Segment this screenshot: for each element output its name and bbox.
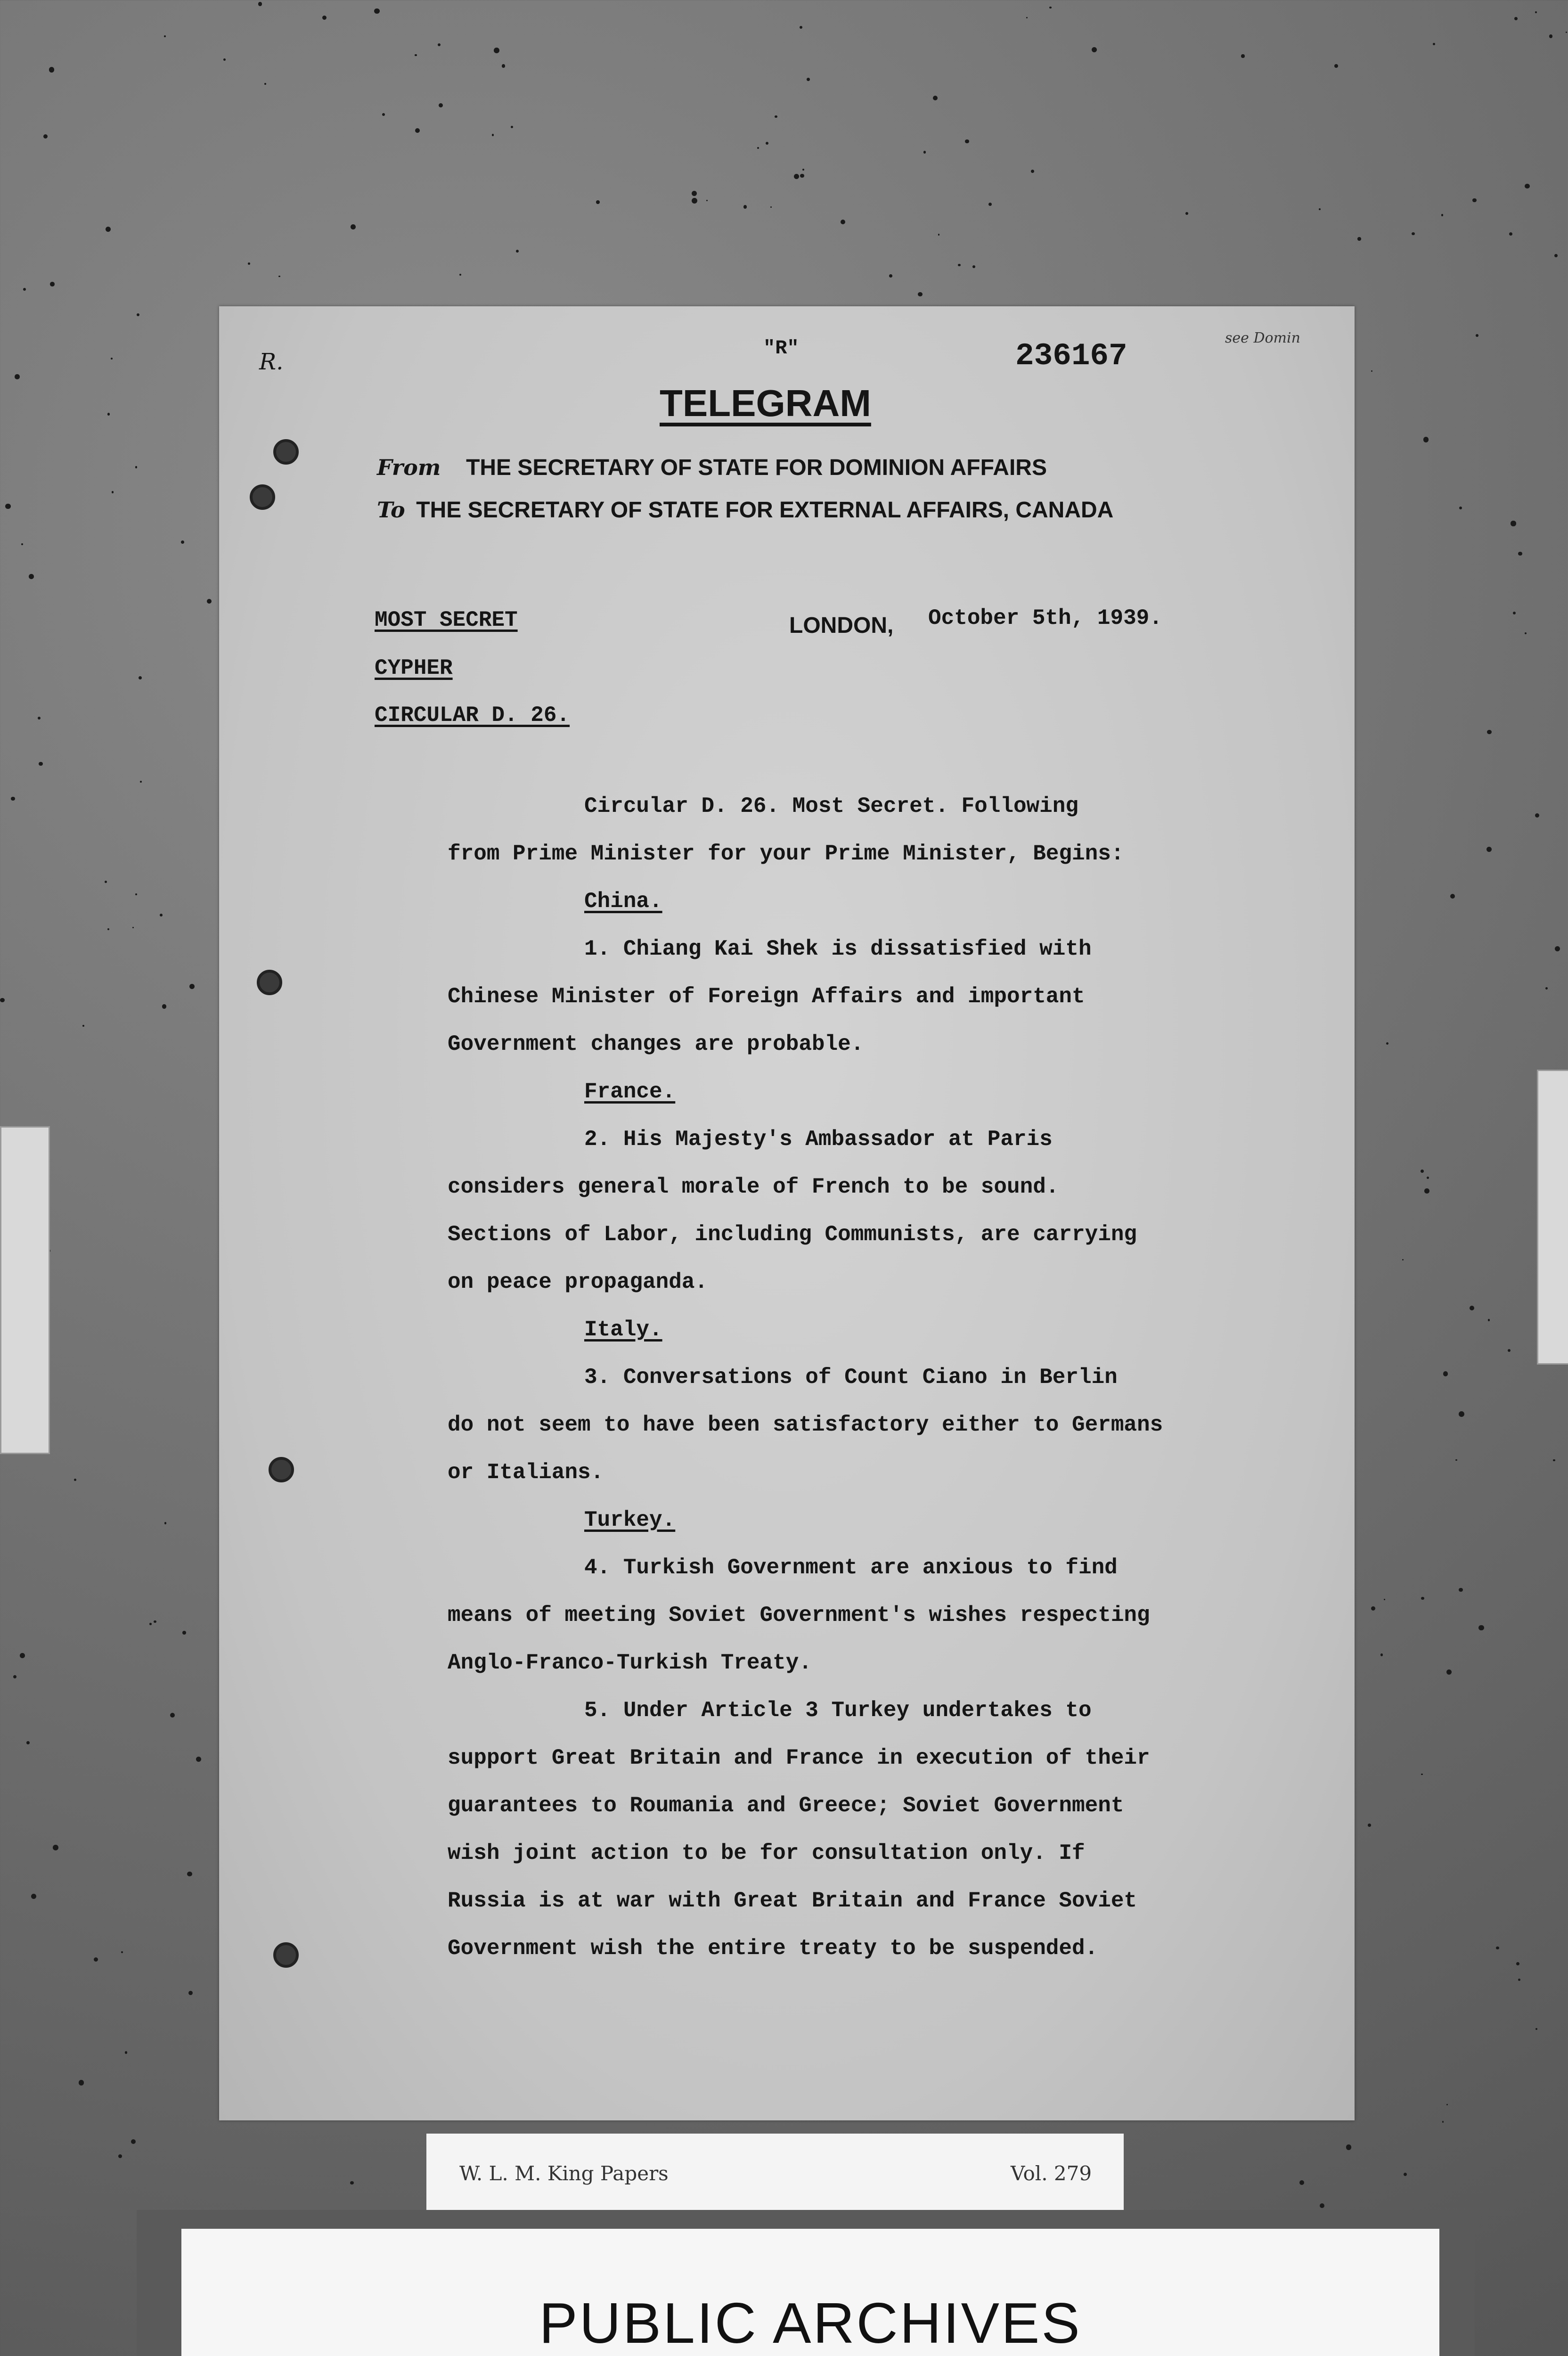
dust-speck	[1441, 214, 1444, 216]
dust-speck	[494, 48, 499, 53]
dust-speck	[1380, 1653, 1383, 1656]
dust-speck	[1026, 17, 1028, 18]
dust-speck	[439, 103, 443, 108]
dust-speck	[800, 26, 802, 29]
dust-speck	[125, 2051, 127, 2053]
dust-speck	[1455, 1459, 1457, 1461]
dust-speck	[438, 43, 441, 46]
from-label: From	[377, 455, 441, 480]
dust-speck	[121, 1951, 123, 1953]
intro-line: Circular D. 26. Most Secret. Following	[584, 794, 1078, 818]
dust-speck	[1509, 232, 1512, 236]
dust-speck	[1092, 47, 1097, 52]
collection-name: W. L. M. King Papers	[459, 2162, 669, 2185]
dust-speck	[516, 250, 519, 253]
dust-speck	[94, 1957, 98, 1962]
dust-speck	[1478, 1625, 1484, 1630]
dust-speck	[1511, 521, 1516, 526]
volume-number: Vol. 279	[1011, 2162, 1092, 2185]
dust-speck	[188, 1991, 193, 1995]
to-text: THE SECRETARY OF STATE FOR EXTERNAL AFFAIRS, CANADA	[416, 498, 1114, 523]
dust-speck	[1566, 32, 1567, 33]
dust-speck	[988, 203, 992, 206]
dust-speck	[923, 151, 926, 153]
body-line: considers general morale of French to be sound.	[448, 1175, 1059, 1199]
dust-speck	[31, 1894, 36, 1899]
dust-speck	[1459, 1588, 1463, 1592]
dust-speck	[43, 134, 48, 139]
dust-speck	[1525, 632, 1527, 634]
dust-speck	[53, 1845, 58, 1850]
body-line: on peace propaganda.	[448, 1270, 708, 1294]
dust-speck	[149, 1623, 151, 1625]
dust-speck	[74, 1479, 76, 1481]
circular-reference: CIRCULAR D. 26.	[375, 703, 570, 728]
dust-speck	[351, 224, 356, 229]
dust-speck	[79, 2080, 84, 2086]
punch-hole	[273, 1942, 299, 1968]
date: October 5th, 1939.	[928, 606, 1162, 630]
dust-speck	[459, 274, 461, 276]
dust-speck	[502, 64, 505, 67]
dust-speck	[794, 174, 799, 179]
body-line: do not seem to have been satisfactory either to Germans	[448, 1413, 1163, 1437]
dust-speck	[187, 1872, 192, 1876]
dust-speck	[107, 413, 110, 416]
punch-hole	[269, 1457, 294, 1482]
dust-speck	[933, 96, 938, 100]
dust-speck	[1549, 34, 1552, 38]
document-number: 236167	[1015, 338, 1127, 374]
dust-speck	[1486, 847, 1492, 852]
dust-speck	[181, 540, 184, 544]
dust-speck	[38, 717, 41, 720]
dust-speck	[1346, 2144, 1351, 2150]
dust-speck	[322, 16, 327, 20]
dust-speck	[918, 292, 922, 296]
dust-speck	[1487, 730, 1491, 734]
dust-speck	[511, 126, 513, 128]
dust-speck	[207, 599, 212, 604]
dust-speck	[278, 276, 280, 277]
dust-speck	[223, 58, 226, 61]
dust-speck	[1357, 237, 1361, 240]
dust-speck	[39, 762, 42, 766]
dust-speck	[1404, 2173, 1407, 2176]
dust-speck	[965, 139, 969, 144]
dust-speck	[1535, 2028, 1537, 2030]
archive-card	[181, 2229, 1439, 2356]
dust-speck	[196, 1757, 201, 1762]
margin-mark: R.	[259, 349, 284, 375]
dust-speck	[757, 147, 759, 149]
dust-speck	[1334, 64, 1338, 68]
dust-speck	[140, 781, 142, 783]
dust-speck	[1421, 1170, 1424, 1173]
dust-speck	[162, 1004, 167, 1009]
dust-speck	[692, 198, 697, 204]
dust-speck	[248, 262, 250, 265]
dust-speck	[1459, 1411, 1464, 1417]
body-line: 1. Chiang Kai Shek is dissatisfied with	[584, 937, 1092, 961]
dust-speck	[21, 543, 23, 545]
dust-speck	[1496, 1947, 1499, 1950]
body-line: 3. Conversations of Count Ciano in Berlin	[584, 1365, 1118, 1390]
dust-speck	[49, 67, 54, 72]
body-line: Anglo-Franco-Turkish Treaty.	[448, 1651, 812, 1675]
dust-speck	[1472, 198, 1477, 203]
dust-speck	[1555, 946, 1560, 952]
dust-speck	[1424, 1188, 1429, 1194]
dust-speck	[1518, 552, 1522, 556]
dust-speck	[596, 200, 600, 204]
body-line: guarantees to Roumania and Greece; Soviet Government	[448, 1793, 1124, 1818]
dust-speck	[13, 1675, 16, 1678]
classification-mark: "R"	[763, 337, 799, 360]
dust-speck	[20, 1653, 25, 1658]
dust-speck	[107, 928, 109, 930]
dust-speck	[1423, 437, 1429, 442]
telegram-sheet	[219, 306, 1355, 2120]
dust-speck	[800, 174, 804, 178]
dust-speck	[1508, 1349, 1511, 1352]
dust-speck	[82, 1025, 84, 1027]
dust-speck	[1299, 2180, 1304, 2185]
dust-speck	[692, 191, 697, 196]
dust-speck	[23, 288, 26, 291]
dust-speck	[1421, 1774, 1423, 1775]
dust-speck	[11, 797, 15, 801]
dust-speck	[26, 1741, 30, 1744]
to-line	[377, 497, 1113, 523]
body-line: 2. His Majesty's Ambassador at Paris	[584, 1127, 1053, 1152]
dust-speck	[1241, 54, 1244, 57]
dust-speck	[1535, 813, 1539, 818]
dust-speck	[164, 1522, 167, 1524]
corner-note: see Domin	[1225, 330, 1300, 346]
dust-speck	[1513, 612, 1516, 614]
punch-hole	[257, 970, 282, 995]
dust-speck	[706, 200, 708, 201]
body-line: Russia is at war with Great Britain and France Soviet	[448, 1889, 1137, 1913]
dust-speck	[1459, 507, 1462, 509]
to-label: To	[377, 497, 405, 523]
from-text: THE SECRETARY OF STATE FOR DOMINION AFFAIRS	[466, 455, 1047, 480]
dust-speck	[807, 78, 810, 81]
dust-speck	[770, 206, 772, 208]
dust-speck	[1049, 7, 1052, 9]
dust-speck	[1470, 1306, 1474, 1310]
body-line: Government wish the entire treaty to be suspended.	[448, 1936, 1098, 1961]
dust-speck	[160, 914, 163, 916]
dust-speck	[958, 264, 960, 266]
dust-speck	[938, 234, 940, 236]
punch-hole	[250, 484, 275, 510]
dust-speck	[29, 574, 34, 579]
dust-speck	[135, 893, 137, 895]
telegram-title: TELEGRAM	[660, 382, 871, 424]
section-heading: Turkey.	[584, 1508, 676, 1532]
dust-speck	[1525, 184, 1529, 188]
dust-speck	[889, 274, 892, 278]
dust-speck	[972, 265, 975, 268]
dust-speck	[766, 142, 768, 145]
body-line: Government changes are probable.	[448, 1032, 864, 1056]
dust-speck	[164, 35, 166, 38]
dust-speck	[105, 881, 107, 884]
dust-speck	[1031, 170, 1034, 173]
dust-speck	[802, 169, 804, 171]
dust-speck	[1553, 1459, 1555, 1461]
body-line: support Great Britain and France in execution of their	[448, 1746, 1150, 1770]
dust-speck	[1371, 1606, 1375, 1611]
dust-speck	[111, 358, 113, 360]
from-line	[377, 455, 1047, 481]
dust-speck	[264, 83, 266, 85]
dust-speck	[492, 134, 494, 136]
dust-speck	[1402, 1259, 1404, 1261]
dust-speck	[1535, 11, 1537, 13]
dust-speck	[139, 676, 142, 679]
dust-speck	[182, 1631, 186, 1634]
section-heading: Italy.	[584, 1317, 662, 1342]
right-edge-tab	[1537, 1070, 1568, 1365]
dust-speck	[1516, 1962, 1519, 1965]
dust-speck	[132, 927, 134, 928]
dust-speck	[415, 54, 416, 56]
dust-speck	[350, 2181, 353, 2184]
body-line: Chinese Minister of Foreign Affairs and important	[448, 984, 1085, 1009]
body-line: 4. Turkish Government are anxious to find	[584, 1555, 1118, 1580]
dust-speck	[1384, 1599, 1385, 1600]
archive-title-english: PUBLIC ARCHIVES	[539, 2291, 1082, 2355]
body-line: Sections of Labor, including Communists, are carrying	[448, 1222, 1137, 1247]
dust-speck	[382, 113, 385, 116]
dust-speck	[1488, 1319, 1490, 1321]
body-line: means of meeting Soviet Government's wishes respecting	[448, 1603, 1150, 1628]
dust-speck	[1412, 232, 1415, 236]
dust-speck	[1368, 1824, 1371, 1826]
dust-speck	[135, 466, 137, 468]
intro-line: from Prime Minister for your Prime Minister, Begins:	[448, 842, 1124, 866]
dust-speck	[1450, 894, 1455, 899]
left-edge-tab	[0, 1126, 50, 1454]
dust-speck	[1386, 1042, 1388, 1045]
dust-speck	[1421, 1597, 1424, 1600]
dust-speck	[0, 998, 5, 1003]
dust-speck	[106, 227, 111, 232]
body-line: wish joint action to be for consultation only. If	[448, 1841, 1085, 1865]
dust-speck	[1545, 987, 1548, 990]
dust-speck	[1433, 43, 1436, 46]
dust-speck	[1518, 1979, 1520, 1981]
dust-speck	[374, 8, 380, 14]
dust-speck	[154, 1620, 156, 1623]
body-line: 5. Under Article 3 Turkey undertakes to	[584, 1698, 1092, 1723]
dust-speck	[415, 128, 420, 133]
dust-speck	[743, 205, 747, 208]
dust-speck	[1446, 1669, 1452, 1675]
dust-speck	[112, 491, 114, 493]
dust-speck	[258, 2, 262, 6]
section-heading: France.	[584, 1080, 676, 1104]
dust-speck	[189, 984, 195, 990]
dust-speck	[841, 220, 845, 224]
dust-speck	[1371, 370, 1372, 372]
dust-speck	[1442, 2121, 1444, 2123]
dust-speck	[137, 313, 139, 316]
classification: MOST SECRET	[375, 608, 518, 632]
body-line: or Italians.	[448, 1460, 604, 1485]
dust-speck	[1443, 1371, 1448, 1376]
dust-speck	[1514, 17, 1518, 20]
dust-speck	[170, 1713, 175, 1718]
dust-speck	[1185, 212, 1188, 215]
dust-speck	[1554, 254, 1558, 257]
dust-speck	[1427, 1177, 1429, 1179]
section-heading: China.	[584, 889, 662, 914]
dust-speck	[15, 374, 19, 379]
dust-speck	[118, 2154, 122, 2158]
dust-speck	[131, 2139, 136, 2144]
place: LONDON,	[789, 613, 894, 638]
dust-speck	[1320, 2203, 1325, 2209]
punch-hole	[273, 439, 299, 465]
dust-speck	[1446, 2104, 1448, 2105]
transmission-method: CYPHER	[375, 656, 453, 680]
dust-speck	[775, 115, 777, 118]
dust-speck	[1319, 208, 1321, 210]
dust-speck	[50, 282, 55, 286]
dust-speck	[5, 504, 11, 509]
dust-speck	[1476, 334, 1478, 337]
